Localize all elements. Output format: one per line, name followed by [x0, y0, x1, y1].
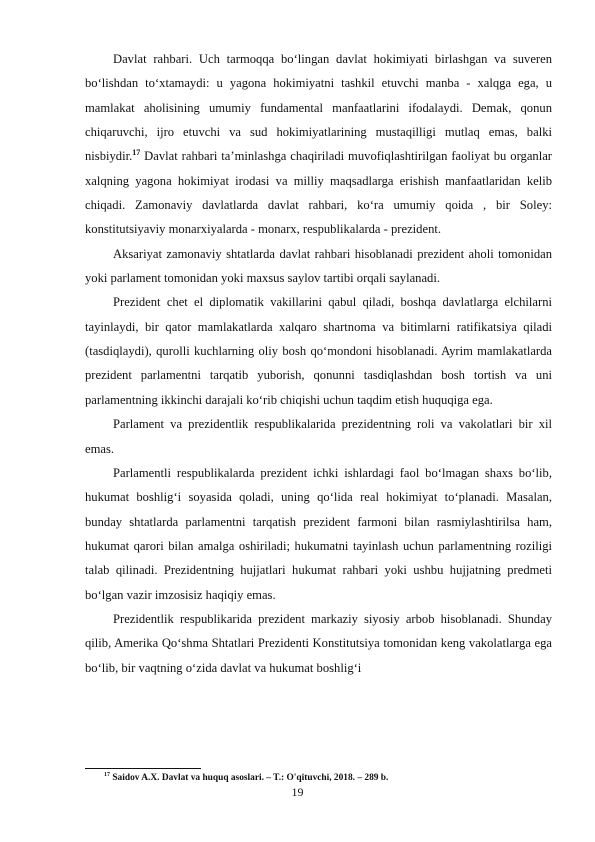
footnote-divider: [85, 768, 201, 769]
footnote-marker: 17: [104, 771, 110, 778]
footnote: [104, 772, 554, 784]
paragraph-1-text-start: Davlat rahbari. Uch tarmoqqa bo‘lingan davlat hokimiyati birlashgan va suveren bo‘lishdan to‘xtamaydi: u yagona hokimiyatni tashkil etuvchi manba - xalqga ega, u mamlakat aholisining umumiy fundamental manfaatlarini ifodalaydi. Demak, qonun chiqaruvchi, ijro etuvchi va sud hokimiyatlarining mustaqilligi mutlaq emas, balki nisbiydir.: [85, 52, 552, 164]
paragraph-6: Prezidentlik respublikarida prezident markaziy siyosiy arbob hisoblanadi. Shunday qilib, Amerika Qo‘shma Shtatlari Prezidenti Konstitutsiya tomonidan keng vakolatlarga ega bo‘lib, bir vaqtning o‘zida davlat va hukumat boshlig‘i: [85, 611, 552, 675]
footnote-reference[interactable]: 17: [132, 148, 141, 158]
body-text: [85, 47, 552, 680]
paragraph-5: Parlamentli respublikalarda prezident ichki ishlardagi faol bo‘lmagan shaxs bo‘lib, hukumat boshlig‘i soyasida qoladi, uning qo‘lida real hokimiyat to‘planadi. Masalan, bunday shtatlarda parlamentni tarqatish prezident farmoni bilan rasmiylashtirilsa ham, hukumat qarori bilan amalga oshiriladi; hukumatni tayinlash uchun parlamentning roziligi talab qilinadi. Prezidentning hujjatlari hukumat rahbari yoki ushbu hujjatning predmeti bo‘lgan vazir imzosisiz haqiqiy emas.: [85, 465, 552, 602]
paragraph-2: Aksariyat zamonaviy shtatlarda davlat rahbari hisoblanadi prezident aholi tomonidan yoki parlament tomonidan yoki maxsus saylov tartibi orqali saylanadi.: [85, 246, 552, 286]
footnote-text: Saidov A.X. Davlat va huquq asoslari. – T.: O'qituvchi, 2018. – 289 b.: [110, 773, 389, 783]
paragraph-4: Parlament va prezidentlik respublikalarida prezidentning roli va vakolatlari bir xil emas.: [85, 417, 552, 456]
paragraph-3: Prezident chet el diplomatik vakillarini qabul qiladi, boshqa davlatlarga elchilarni tayinlaydi, bir qator mamlakatlarda xalqaro shartnoma va bitimlarni ratifikatsiya qiladi (tasdiqlaydi), qurolli kuchlarning oliy bosh qo‘mondoni hisoblanadi. Ayrim mamlakatlarda prezident parlamentni tarqatib yuborish, qonunni tasdiqlashdan bosh tortish va uni parlamentning ikkinchi darajali ko‘rib chiqishi uchun taqdim etish huquqiga ega.: [85, 295, 552, 407]
paragraph-1: [85, 47, 552, 242]
page-number: 19: [291, 785, 304, 799]
paragraph-1-text-end: Davlat rahbari ta’minlashga chaqiriladi muvofiqlashtirilgan faoliyat bu organlar xalqning yagona hokimiyat irodasi va milliy maqsadlarga erishish manfaatlaridan kelib chiqadi. Zamonaviy davlatlarda davlat rahbari, ko‘ra umumiy qoida , bir Soley: konstitutsiyaviy monarxiyalarda - monarx, respublikalarda - prezident.: [85, 149, 552, 237]
